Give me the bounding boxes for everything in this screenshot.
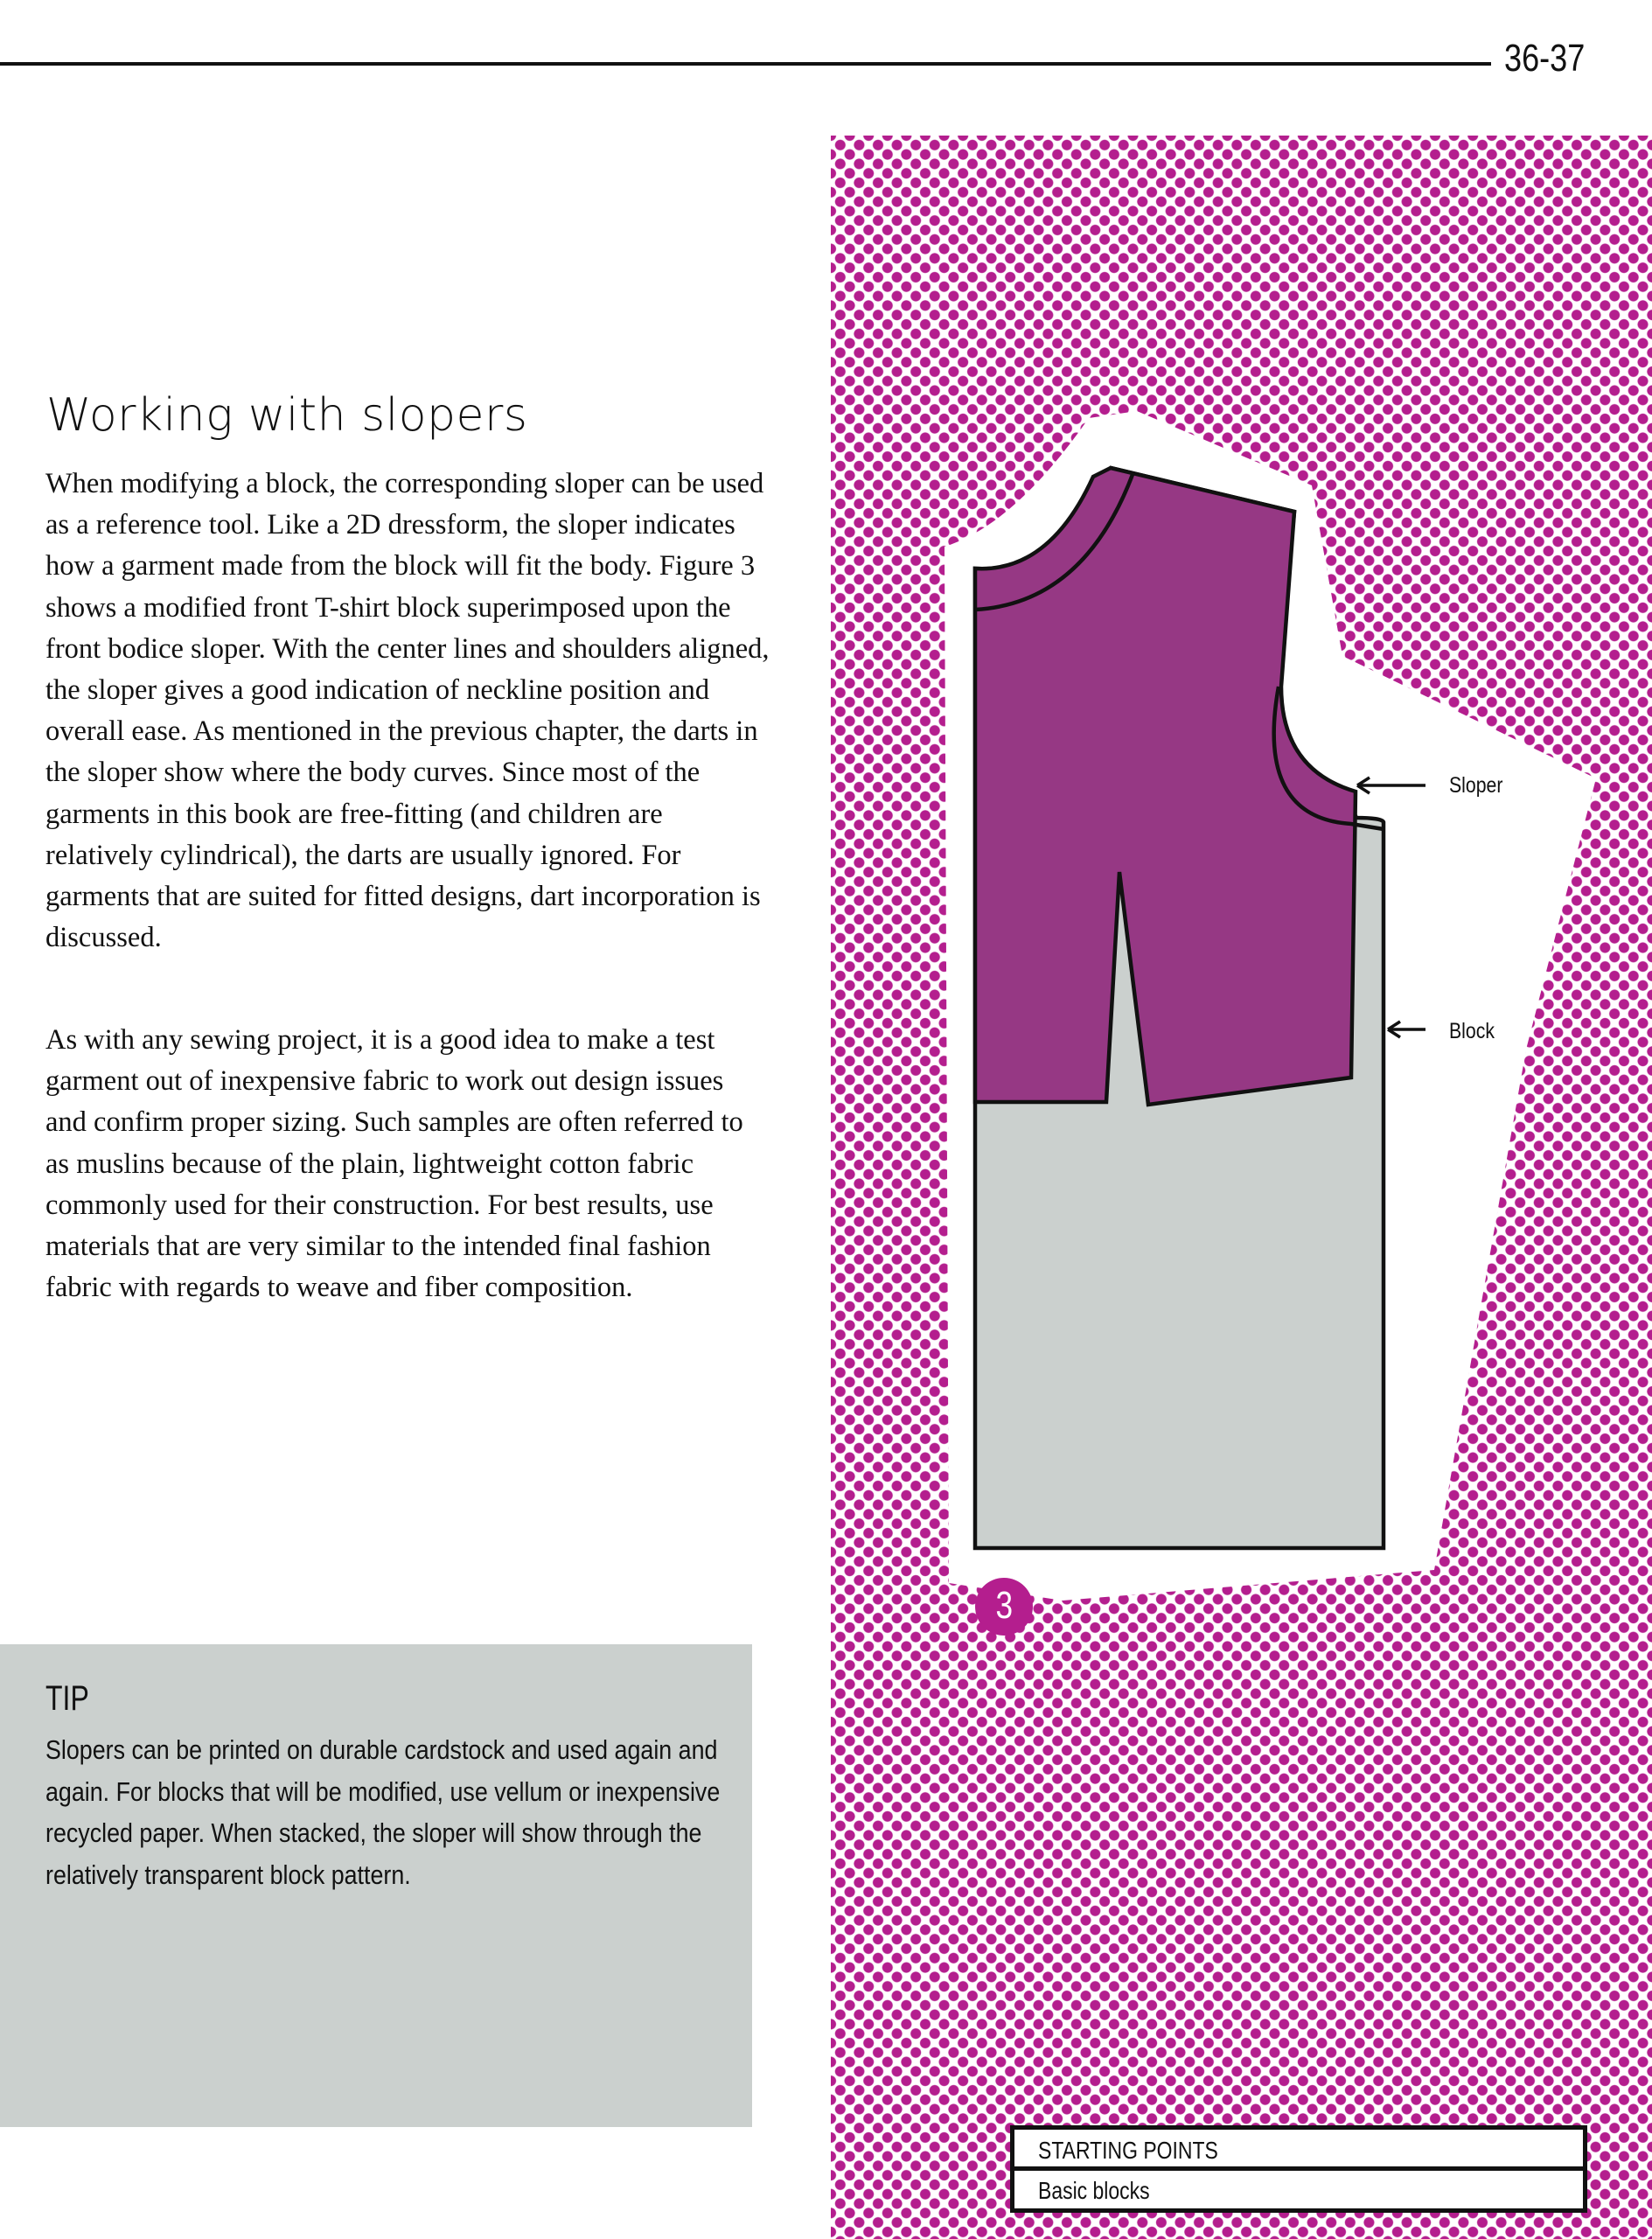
nav-section-label: Basic blocks	[1038, 2177, 1150, 2204]
page-numbers: 36-37	[1504, 37, 1586, 80]
block-label: Block	[1449, 1019, 1495, 1043]
tip-text: Slopers can be printed on durable cardstock and used again and again. For blocks that will be modified, use vellum or inexpensive recycled paper. When stacked, the sloper will show through the relatively transparent block pattern.	[45, 1735, 721, 1890]
tip-box	[0, 1644, 752, 2127]
sloper-label: Sloper	[1449, 773, 1503, 798]
tip-title: TIP	[45, 1679, 89, 1718]
body-paragraph-2: As with any sewing project, it is a good idea to make a test garment out of inexpensive fabric to work out design issues and confirm proper sizing. Such samples are often referred to as muslins because of the plain, lightweight cotton fabric commonly used for their construction. For best results, use materials that are very similar to the intended final fashion fabric with regards to weave and fiber composition.	[45, 1024, 743, 1304]
body-paragraph-1: When modifying a block, the corresponding sloper can be used as a reference tool. Like a 2D dressform, the sloper indicates how a garment made from the block will fit the body. Figure 3 shows a modified front T-shirt block superimposed upon the front bodice sloper. With the center lines and shoulders aligned, the sloper gives a good indication of neckline position and overall ease. As mentioned in the previous chapter, the darts in the sloper show where the body curves. Since most of the garments in this book are free-fitting (and children are relatively cylindrical), the darts are usually ignored. For garments that are suited for fitted designs, dart incorporation is discussed.	[45, 468, 770, 954]
nav-chapter-label: STARTING POINTS	[1038, 2137, 1218, 2164]
nav-section[interactable]	[1014, 2171, 1583, 2210]
section-nav-box	[1010, 2125, 1587, 2213]
figure-number-badge	[975, 1578, 1033, 1636]
figure-number: 3	[995, 1584, 1013, 1627]
section-title: Working with slopers	[46, 389, 528, 442]
nav-chapter[interactable]	[1014, 2130, 1583, 2171]
